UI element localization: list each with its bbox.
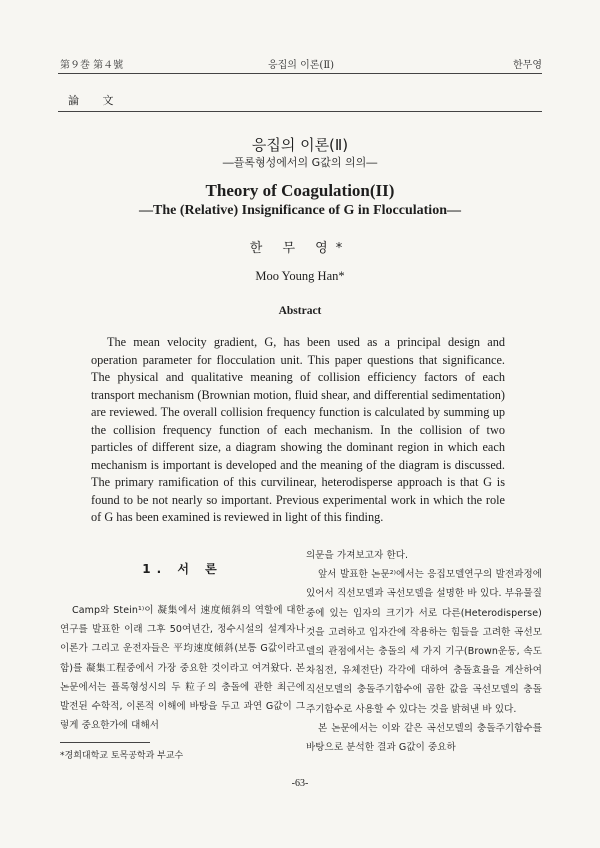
running-header xyxy=(60,55,542,71)
section-label-rule xyxy=(58,111,542,112)
author-korean: 한 무 영* xyxy=(249,241,351,256)
intro-paragraph-3: 본 논문에서는 이와 같은 곡선모델의 충돌주기함수를 바탕으로 분석한 결과 G값이 중요하 xyxy=(306,722,542,754)
header-rule xyxy=(58,73,542,74)
title-english: Theory of Coagulation(II) xyxy=(205,181,395,200)
header-author: 한무영 xyxy=(513,59,542,71)
footnote-affiliation: *경희대학교 토목공학과 부교수 xyxy=(60,751,184,761)
subtitle-korean: ―플록형성에서의 G값의 의의― xyxy=(222,156,378,169)
title-korean: 응집의 이론(Ⅱ) xyxy=(251,136,349,154)
header-title: 응집의 이론(Ⅱ) xyxy=(267,59,335,71)
intro-paragraph-1-continued: 의문을 가져보고자 한다. xyxy=(306,550,409,561)
intro-paragraph-2: 앞서 발표한 논문²⁾에서는 응집모델연구의 발전과정에 있어서 직선모델과 곡선모델을 설명한 바 있다. 부유물질중에 있는 입자의 크기가 서로 다른(Heterodisperse) 것을 고려하고 입자간에 작용하는 힘들을 고려한 곡선모델의 관점에서는 충돌의 세 가지 기구(Brown운동, 속도차침전, 유체전단) 각각에 대하여 충돌효율을 계산하여 직선모델의 충돌주기함수에 곱한 값을 곡선모델의 충돌주기함수로 사용할 수 있다는 것을 밝혀낸 바 있다. xyxy=(306,569,542,715)
author-english: Moo Young Han* xyxy=(255,269,345,283)
section-heading-introduction: 1. 서 론 xyxy=(142,562,223,576)
section-label: 論 文 xyxy=(68,94,124,107)
left-column xyxy=(60,560,305,735)
header-volume: 第９巻 第４號 xyxy=(60,59,124,71)
abstract-text: The mean velocity gradient, G, has been used as a principal design and operation parameter for flocculation unit. This paper questions that significance. The physical and qualitative meaning of collision efficiency factors of each transport mechanism (Brownian motion, fluid shear, and differential sedimentation) are reviewed. The overall collision frequency function is calculated by summing up the collision frequency function of each mechanism. In the collision of two particles of different size, a diagram showing the dominant region in which each mechanism is important is developed and the meaning of the diagram is discussed. The primary ramification of this curvilinear, heterodisperse approach is that G is found to be not nearly so important. Previous experimental work in which the role of G has been examined is reviewed in light of this finding. xyxy=(91,335,505,524)
intro-paragraph-1: Camp와 Stein¹⁾이 凝集에서 速度傾斜의 역할에 대한 연구를 발표한 이래 그후 50여년간, 정수시설의 설계자나 이론가 그리고 운전자들은 平均速度傾斜(보통 G값이라고 함)를 凝集工程중에서 가장 중요한 것이라고 여겨왔다. 본 논문에서는 플록형성시의 두 粒子의 충돌에 관한 최근에 발전된 수학적, 이론적 이해에 바탕을 두고 과연 G값이 그렇게 중요한가에 대해서 xyxy=(60,605,305,732)
subtitle-english: ―The (Relative) Insignificance of G in Flocculation― xyxy=(139,203,461,218)
right-column xyxy=(306,546,542,757)
page-number: -63- xyxy=(291,778,309,789)
footnote-rule xyxy=(60,742,150,743)
abstract-body xyxy=(91,334,505,527)
abstract-heading: Abstract xyxy=(278,305,322,317)
